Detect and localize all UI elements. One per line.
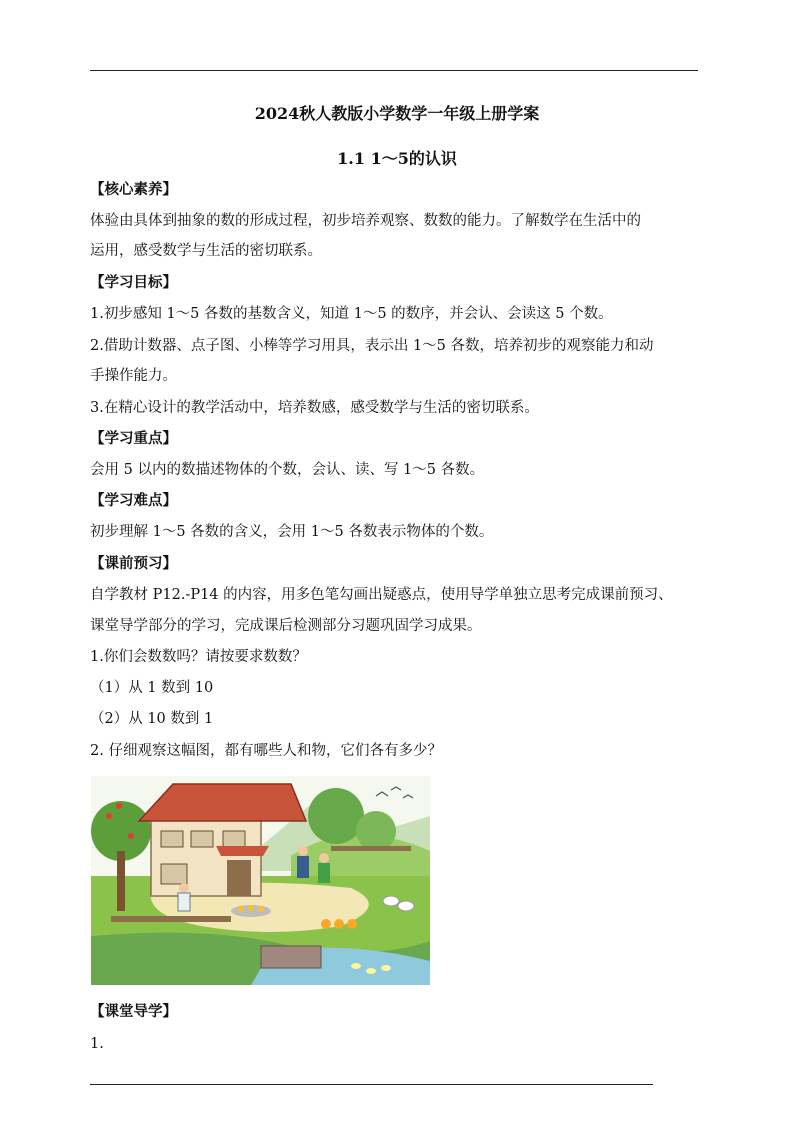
goals-heading: 【学习目标】: [90, 274, 177, 291]
tree-trunk: [117, 851, 125, 911]
preview-line-6: 2. 仔细观察这幅图，都有哪些人和物，它们各有多少？: [90, 743, 442, 759]
core-line-1: 体验由具体到抽象的数的形成过程，初步培养观察、数数的能力。了解数学在生活中的: [90, 213, 641, 229]
tree-right: [308, 788, 364, 844]
class-heading: 【课堂导学】: [90, 1003, 177, 1020]
goal-line-2: 2.借助计数器、点子图、小棒等学习用具，表示出 1～5 各数，培养初步的观察能力和动: [90, 338, 654, 354]
preview-line-4: （1）从 1 数到 10: [90, 680, 214, 696]
goal-line-4: 3.在精心设计的教学活动中，培养数感，感受数学与生活的密切联系。: [90, 400, 539, 416]
difficulty-heading: 【学习难点】: [90, 492, 177, 509]
farmyard-illustration: [91, 776, 430, 985]
wooden-dock: [261, 946, 321, 968]
class-line-1: 1.: [90, 1036, 104, 1052]
header-rule: [90, 70, 698, 71]
goal-line-3: 手操作能力。: [90, 368, 177, 384]
lesson-subtitle: 1.1 1～5的认识: [337, 149, 457, 168]
difficulty-line-1: 初步理解 1～5 各数的含义，会用 1～5 各数表示物体的个数。: [90, 524, 494, 540]
goal-line-1: 1.初步感知 1～5 各数的基数含义，知道 1～5 的数序，并会认、会读这 5 个数。: [90, 306, 613, 322]
ducklings: [351, 963, 361, 969]
key-heading: 【学习重点】: [90, 430, 177, 447]
person-child: [318, 863, 330, 883]
preview-heading: 【课前预习】: [90, 555, 177, 572]
core-heading: 【核心素养】: [90, 181, 177, 198]
pumpkins: [321, 919, 331, 929]
preview-line-1: 自学教材 P12.-P14 的内容，用多色笔勾画出疑惑点，使用导学单独立思考完成课前预习、: [90, 587, 673, 603]
core-line-2: 运用，感受数学与生活的密切联系。: [90, 243, 322, 259]
door: [227, 860, 251, 896]
key-line-1: 会用 5 以内的数描述物体的个数，会认、读、写 1～5 各数。: [90, 462, 485, 478]
page-title: 2024秋人教版小学数学一年级上册学案: [254, 104, 540, 123]
preview-line-5: （2）从 10 数到 1: [90, 711, 214, 727]
preview-line-3: 1.你们会数数吗？请按要求数数？: [90, 649, 307, 665]
footer-rule: [90, 1084, 653, 1085]
person-adult: [297, 856, 309, 878]
fence-left: [111, 916, 231, 922]
geese: [383, 896, 399, 906]
preview-line-2: 课堂导学部分的学习，完成课后检测部分习题巩固学习成果。: [90, 618, 482, 634]
person-runner: [178, 893, 190, 911]
fence-right: [331, 846, 411, 851]
